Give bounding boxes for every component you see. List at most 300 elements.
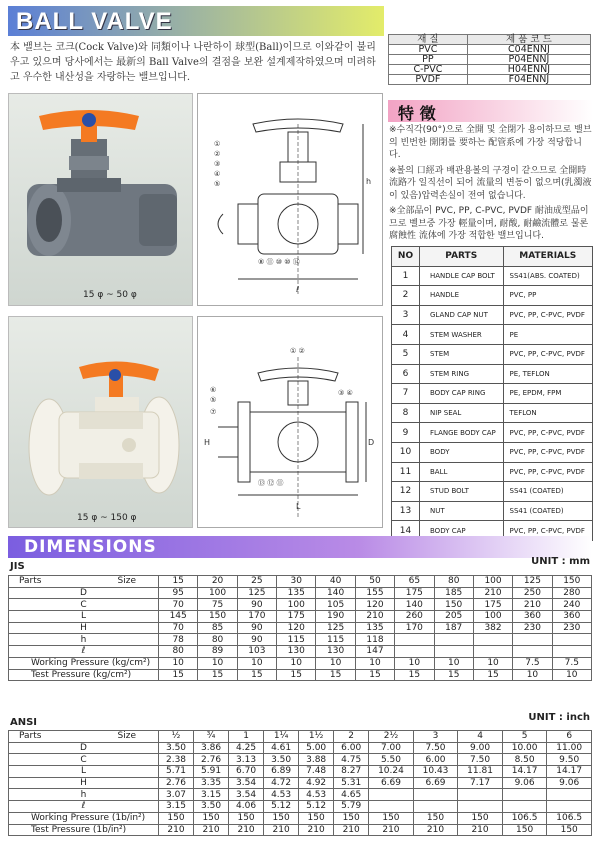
- dimension-value: 115: [316, 634, 355, 646]
- dimension-value: 10: [552, 669, 591, 681]
- dimension-value: 175: [395, 587, 434, 599]
- dimension-value: 2.38: [159, 754, 194, 766]
- feature-item: ※수직각(90°)으로 全開 및 全閉가 용이하므로 밸브의 빈번한 開閉를 要하는 配管系에 가장 적당합니다.: [389, 125, 592, 160]
- size-header-cell: 15: [159, 576, 198, 588]
- dimension-value: [547, 789, 592, 801]
- dimension-value: 5.31: [334, 777, 369, 789]
- code-header-code: 제 품 코 드: [467, 35, 590, 45]
- jis-size-row: [9, 576, 592, 588]
- dimensions-header: [8, 536, 592, 558]
- dimension-value: 10: [434, 657, 473, 669]
- part-number: 7: [392, 384, 420, 404]
- dimension-value: 3.50: [194, 801, 229, 813]
- dimension-value: 7.00: [369, 742, 414, 754]
- part-material: PE, TEFLON: [503, 364, 593, 384]
- code-value: F04ENNJ: [467, 75, 590, 85]
- dimension-value: 14.17: [547, 766, 592, 778]
- parts-header-label: Parts: [19, 576, 42, 587]
- dimension-value: 3.50: [159, 742, 194, 754]
- dimension-row: [9, 646, 592, 658]
- dimension-value: 150: [299, 812, 334, 824]
- dimension-value: 150: [159, 812, 194, 824]
- dimension-value: 15: [434, 669, 473, 681]
- dimension-value: 3.15: [194, 789, 229, 801]
- dimension-row-label: C: [9, 599, 159, 611]
- svg-text:③ ④: ③ ④: [338, 389, 353, 397]
- dimension-value: 10: [513, 669, 552, 681]
- part-name: GLAND CAP NUT: [420, 305, 504, 325]
- dimension-value: 103: [237, 646, 276, 658]
- dimension-value: [369, 789, 414, 801]
- dimension-value: 210: [229, 824, 264, 836]
- dimension-value: 3.35: [194, 777, 229, 789]
- code-material: PP: [389, 55, 468, 65]
- size-header-cell: 80: [434, 576, 473, 588]
- dimension-value: 150: [502, 824, 547, 836]
- threaded-valve-drawing: [197, 93, 383, 306]
- dimension-row: [9, 777, 592, 789]
- white-flanged-ball-valve-photo: [8, 316, 193, 528]
- dimension-value: 15: [395, 669, 434, 681]
- dimension-value: 4.92: [299, 777, 334, 789]
- dimension-value: 130: [277, 646, 316, 658]
- jis-table-body: [9, 576, 592, 681]
- code-header-material: 재 질: [389, 35, 468, 45]
- dimension-value: 10: [395, 657, 434, 669]
- dimension-row-label: ℓ: [9, 801, 159, 813]
- ansi-dimensions-table: [8, 730, 592, 836]
- dimension-value: [395, 646, 434, 658]
- size-header-cell: 2: [334, 731, 369, 743]
- dimension-value: 5.71: [159, 766, 194, 778]
- dimension-value: 4.72: [264, 777, 299, 789]
- dimension-value: [552, 634, 591, 646]
- dimension-value: 150: [434, 599, 473, 611]
- dimension-value: [513, 634, 552, 646]
- parts-table-row: [392, 482, 593, 502]
- parts-table-row: [392, 423, 593, 443]
- dimension-value: 3.15: [159, 801, 194, 813]
- dimension-value: 210: [369, 824, 414, 836]
- parts-header-label: Parts: [19, 731, 42, 742]
- part-number: 13: [392, 501, 420, 521]
- size-header-cell: 4: [458, 731, 503, 743]
- dimension-value: 260: [395, 611, 434, 623]
- dimension-value: 15: [316, 669, 355, 681]
- part-material: SS41 (COATED): [503, 482, 593, 502]
- dimension-value: 205: [434, 611, 473, 623]
- dimension-value: 140: [316, 587, 355, 599]
- part-number: 8: [392, 403, 420, 423]
- dimension-value: 118: [355, 634, 394, 646]
- part-number: 2: [392, 286, 420, 306]
- parts-table-row: [392, 442, 593, 462]
- dimension-value: 6.00: [334, 742, 369, 754]
- size-header-cell: 1½: [299, 731, 334, 743]
- dimension-value: 210: [355, 611, 394, 623]
- size-header-label: Size: [117, 576, 136, 586]
- dimension-value: 9.50: [547, 754, 592, 766]
- dimension-value: 4.06: [229, 801, 264, 813]
- part-material: PE, EPDM, FPM: [503, 384, 593, 404]
- dimension-value: 11.81: [458, 766, 503, 778]
- dimension-value: 210: [473, 587, 512, 599]
- code-material: PVC: [389, 45, 468, 55]
- dimension-value: 3.13: [229, 754, 264, 766]
- part-material: TEFLON: [503, 403, 593, 423]
- dimension-value: 147: [355, 646, 394, 658]
- parts-table-row: [392, 286, 593, 306]
- dimension-row-label: h: [9, 634, 159, 646]
- dimension-value: 230: [552, 622, 591, 634]
- dimension-row: [9, 622, 592, 634]
- part-material: PVC, PP, C-PVC, PVDF: [503, 521, 593, 541]
- photo-caption-1: 15 φ ~ 50 φ: [83, 290, 137, 300]
- dimension-row-label: Test Pressure (1b/in²): [9, 824, 159, 836]
- dimension-value: 106.5: [502, 812, 547, 824]
- part-name: BODY CAP: [420, 521, 504, 541]
- dimension-value: 210: [194, 824, 229, 836]
- dimension-value: 150: [458, 812, 503, 824]
- dimension-value: 10: [277, 657, 316, 669]
- jis-unit-label: UNIT : mm: [531, 556, 590, 567]
- dimension-value: 9.06: [502, 777, 547, 789]
- code-material: PVDF: [389, 75, 468, 85]
- material-code-table: [388, 34, 591, 85]
- features-title: 特 徵: [398, 104, 436, 123]
- part-number: 5: [392, 344, 420, 364]
- svg-text:⑤: ⑤: [214, 180, 221, 188]
- dimension-row-label: H: [9, 777, 159, 789]
- svg-text:⑤: ⑤: [210, 396, 217, 404]
- dimension-value: 360: [513, 611, 552, 623]
- dimension-value: 7.5: [552, 657, 591, 669]
- size-header-cell: 25: [237, 576, 276, 588]
- dimension-value: 90: [237, 622, 276, 634]
- part-material: PVC, PP, C-PVC, PVDF: [503, 462, 593, 482]
- white-valve-illustration: [9, 317, 194, 529]
- dimension-row: [9, 766, 592, 778]
- dimension-value: 210: [299, 824, 334, 836]
- dimension-value: 10.43: [413, 766, 458, 778]
- dimension-value: 15: [355, 669, 394, 681]
- dimension-value: 6.69: [369, 777, 414, 789]
- dimension-value: 5.12: [264, 801, 299, 813]
- dimension-row-label: D: [9, 587, 159, 599]
- dimension-value: 70: [159, 599, 198, 611]
- dimension-value: 90: [237, 599, 276, 611]
- dimension-value: 130: [316, 646, 355, 658]
- dimension-row: [9, 599, 592, 611]
- dimension-value: 70: [159, 622, 198, 634]
- dimension-value: 210: [413, 824, 458, 836]
- dimension-value: 135: [277, 587, 316, 599]
- dimension-row-label: L: [9, 766, 159, 778]
- dimension-value: 145: [159, 611, 198, 623]
- size-header-label: Size: [117, 731, 136, 741]
- dimension-value: 125: [316, 622, 355, 634]
- dimension-row: [9, 754, 592, 766]
- part-material: SS41 (COATED): [503, 501, 593, 521]
- dimension-row-label: Working Pressure (kg/cm²): [9, 657, 159, 669]
- dimension-value: 230: [513, 622, 552, 634]
- part-material: SS41(ABS. COATED): [503, 266, 593, 286]
- dimension-value: [473, 634, 512, 646]
- dimension-value: 5.79: [334, 801, 369, 813]
- dimension-value: 9.00: [458, 742, 503, 754]
- dimension-value: 120: [355, 599, 394, 611]
- dimension-value: 75: [198, 599, 237, 611]
- dimension-value: 15: [473, 669, 512, 681]
- gray-valve-illustration: [9, 94, 194, 307]
- part-name: BODY CAP RING: [420, 384, 504, 404]
- part-material: PVC, PP, C-PVC, PVDF: [503, 442, 593, 462]
- dimension-value: 150: [547, 824, 592, 836]
- dimension-value: 140: [395, 599, 434, 611]
- dimension-value: 4.61: [264, 742, 299, 754]
- svg-text:h: h: [366, 177, 372, 186]
- dimension-value: 210: [264, 824, 299, 836]
- dimension-value: 210: [159, 824, 194, 836]
- dimension-value: 10.24: [369, 766, 414, 778]
- dimension-value: 10: [159, 657, 198, 669]
- jis-parts-size-header: [9, 576, 159, 588]
- dimension-value: [552, 646, 591, 658]
- parts-table: [391, 246, 593, 541]
- dimension-value: [413, 801, 458, 813]
- dimension-value: 7.48: [299, 766, 334, 778]
- dimension-value: 100: [198, 587, 237, 599]
- svg-text:ℓ: ℓ: [296, 285, 300, 294]
- dimension-row: [9, 742, 592, 754]
- dimension-value: 150: [369, 812, 414, 824]
- parts-table-row: [392, 305, 593, 325]
- svg-text:①: ①: [214, 140, 221, 148]
- part-name: HANDLE CAP BOLT: [420, 266, 504, 286]
- code-material: C-PVC: [389, 65, 468, 75]
- dimension-value: 8.27: [334, 766, 369, 778]
- dimension-value: 170: [237, 611, 276, 623]
- dimension-value: 80: [198, 634, 237, 646]
- dimension-value: 6.70: [229, 766, 264, 778]
- dimension-value: 5.12: [299, 801, 334, 813]
- ansi-unit-label: UNIT : inch: [528, 712, 590, 723]
- dimension-value: 8.50: [502, 754, 547, 766]
- dimension-value: 185: [434, 587, 473, 599]
- dimension-value: 15: [277, 669, 316, 681]
- part-material: PVC, PP: [503, 286, 593, 306]
- parts-table-row: [392, 325, 593, 345]
- dimension-value: 2.76: [159, 777, 194, 789]
- dimension-value: 190: [316, 611, 355, 623]
- dimension-value: 175: [277, 611, 316, 623]
- dimension-value: [458, 789, 503, 801]
- dimension-value: 10: [316, 657, 355, 669]
- size-header-cell: 1¼: [264, 731, 299, 743]
- svg-text:H: H: [204, 438, 211, 447]
- size-header-cell: 40: [316, 576, 355, 588]
- dimension-value: 382: [473, 622, 512, 634]
- dimension-value: 9.06: [547, 777, 592, 789]
- part-number: 12: [392, 482, 420, 502]
- dimensions-title: DIMENSIONS: [24, 537, 157, 557]
- part-name: BODY: [420, 442, 504, 462]
- dimension-row-label: Test Pressure (kg/cm²): [9, 669, 159, 681]
- svg-text:④: ④: [214, 170, 221, 178]
- threaded-valve-diagram: [198, 94, 384, 307]
- dimension-row: [9, 611, 592, 623]
- dimension-value: 360: [552, 611, 591, 623]
- part-number: 10: [392, 442, 420, 462]
- dimension-value: 4.65: [334, 789, 369, 801]
- dimension-row: [9, 669, 592, 681]
- flanged-valve-drawing: [197, 316, 383, 528]
- dimension-row: [9, 801, 592, 813]
- jis-label: JIS: [10, 561, 25, 572]
- dimension-value: 6.89: [264, 766, 299, 778]
- dimension-value: 135: [355, 622, 394, 634]
- parts-table-row: [392, 266, 593, 286]
- dimension-row-label: ℓ: [9, 646, 159, 658]
- dimension-row-label: D: [9, 742, 159, 754]
- size-header-cell: 6: [547, 731, 592, 743]
- size-header-cell: ¾: [194, 731, 229, 743]
- dimension-value: 90: [237, 634, 276, 646]
- dimension-value: 125: [237, 587, 276, 599]
- size-header-cell: 3: [413, 731, 458, 743]
- dimension-value: 7.17: [458, 777, 503, 789]
- dimension-value: 5.50: [369, 754, 414, 766]
- part-name: STUD BOLT: [420, 482, 504, 502]
- size-header-cell: 2½: [369, 731, 414, 743]
- dimension-value: 210: [334, 824, 369, 836]
- dimension-value: [434, 634, 473, 646]
- parts-header-materials: MATERIALS: [503, 247, 593, 267]
- size-header-cell: 150: [552, 576, 591, 588]
- dimension-value: 105: [316, 599, 355, 611]
- dimension-value: 280: [552, 587, 591, 599]
- size-header-cell: 5: [502, 731, 547, 743]
- part-name: BALL: [420, 462, 504, 482]
- dimension-value: 115: [277, 634, 316, 646]
- dimension-value: 100: [277, 599, 316, 611]
- dimension-value: 3.86: [194, 742, 229, 754]
- dimension-value: 10: [355, 657, 394, 669]
- features-header: [388, 100, 593, 122]
- part-number: 1: [392, 266, 420, 286]
- gray-ball-valve-photo: [8, 93, 193, 306]
- dimension-value: 210: [513, 599, 552, 611]
- part-material: PVC, PP, C-PVC, PVDF: [503, 423, 593, 443]
- dimension-value: 240: [552, 599, 591, 611]
- dimension-row: [9, 587, 592, 599]
- part-number: 3: [392, 305, 420, 325]
- part-number: 9: [392, 423, 420, 443]
- dimension-value: 78: [159, 634, 198, 646]
- dimension-value: 15: [237, 669, 276, 681]
- dimension-value: [502, 789, 547, 801]
- svg-text:① ②: ① ②: [290, 347, 305, 355]
- dimension-value: 10.00: [502, 742, 547, 754]
- svg-text:②: ②: [214, 150, 221, 158]
- svg-text:L: L: [296, 502, 301, 511]
- part-number: 4: [392, 325, 420, 345]
- dimension-value: 95: [159, 587, 198, 599]
- part-name: NIP SEAL: [420, 403, 504, 423]
- dimension-value: 150: [264, 812, 299, 824]
- dimension-row: [9, 812, 592, 824]
- dimension-value: 3.88: [299, 754, 334, 766]
- photo-caption-2: 15 φ ~ 150 φ: [77, 513, 137, 523]
- part-number: 14: [392, 521, 420, 541]
- part-number: 6: [392, 364, 420, 384]
- dimension-row-label: h: [9, 789, 159, 801]
- part-name: STEM RING: [420, 364, 504, 384]
- dimension-value: 4.75: [334, 754, 369, 766]
- dimension-value: 7.50: [458, 754, 503, 766]
- ansi-table-body: [9, 731, 592, 836]
- dimension-value: [502, 801, 547, 813]
- dimension-value: 15: [159, 669, 198, 681]
- size-header-cell: 125: [513, 576, 552, 588]
- dimension-value: 106.5: [547, 812, 592, 824]
- part-name: NUT: [420, 501, 504, 521]
- size-header-cell: ½: [159, 731, 194, 743]
- dimension-value: 155: [355, 587, 394, 599]
- page-title: BALL VALVE: [16, 8, 173, 35]
- dimension-value: 2.76: [194, 754, 229, 766]
- dimension-row-label: Working Pressure (1b/in²): [9, 812, 159, 824]
- code-value: C04ENNJ: [467, 45, 590, 55]
- dimension-value: 3.07: [159, 789, 194, 801]
- feature-item: ※全部品이 PVC, PP, C-PVC, PVDF 耐油成型品이므로 벨브중 가장 輕量이며, 耐酸, 耐鹼流體로 물론 腐蝕性 流体에 가장 적합한 밸브입니다.: [389, 206, 589, 241]
- dimension-value: 150: [413, 812, 458, 824]
- dimension-value: [413, 789, 458, 801]
- dimension-value: 5.00: [299, 742, 334, 754]
- dimension-value: 4.25: [229, 742, 264, 754]
- size-header-cell: 30: [277, 576, 316, 588]
- dimension-value: 3.54: [229, 777, 264, 789]
- dimension-value: 10: [473, 657, 512, 669]
- part-number: 11: [392, 462, 420, 482]
- part-name: STEM: [420, 344, 504, 364]
- intro-text: 本 밸브는 코크(Cock Valve)와 同類이나 나란하이 球型(Ball)이므로 이와같이 불리우고 있으며 당사에서는 最新의 Ball Valve의 결점을 보완 설계제작하였으며 미려하고 우수한 내산성을 자랑하는 밸브입니다.: [10, 42, 376, 83]
- dimension-value: 7.5: [513, 657, 552, 669]
- svg-text:③: ③: [214, 160, 221, 168]
- part-material: PE: [503, 325, 593, 345]
- dimension-row: [9, 789, 592, 801]
- size-header-cell: 65: [395, 576, 434, 588]
- dimension-value: 15: [198, 669, 237, 681]
- dimension-value: 7.50: [413, 742, 458, 754]
- dimension-value: [547, 801, 592, 813]
- parts-table-row: [392, 384, 593, 404]
- dimension-value: 150: [334, 812, 369, 824]
- parts-table-row: [392, 344, 593, 364]
- dimension-value: [395, 634, 434, 646]
- dimension-value: 4.53: [264, 789, 299, 801]
- part-material: PVC, PP, C-PVC, PVDF: [503, 344, 593, 364]
- svg-text:⑦: ⑦: [210, 408, 217, 416]
- parts-table-row: [392, 462, 593, 482]
- part-name: FLANGE BODY CAP: [420, 423, 504, 443]
- dimension-value: 4.53: [299, 789, 334, 801]
- code-value: P04ENNJ: [467, 55, 590, 65]
- dimension-row: [9, 657, 592, 669]
- feature-item: ※볼의 口經과 배관용볼의 구경이 같으므로 全開時 流路가 일직선이 되어 流量의 변동이 없으며(乳濁液이 있음)압력손실이 전여 없습니다.: [389, 165, 592, 201]
- part-name: STEM WASHER: [420, 325, 504, 345]
- jis-dimensions-table: [8, 575, 592, 681]
